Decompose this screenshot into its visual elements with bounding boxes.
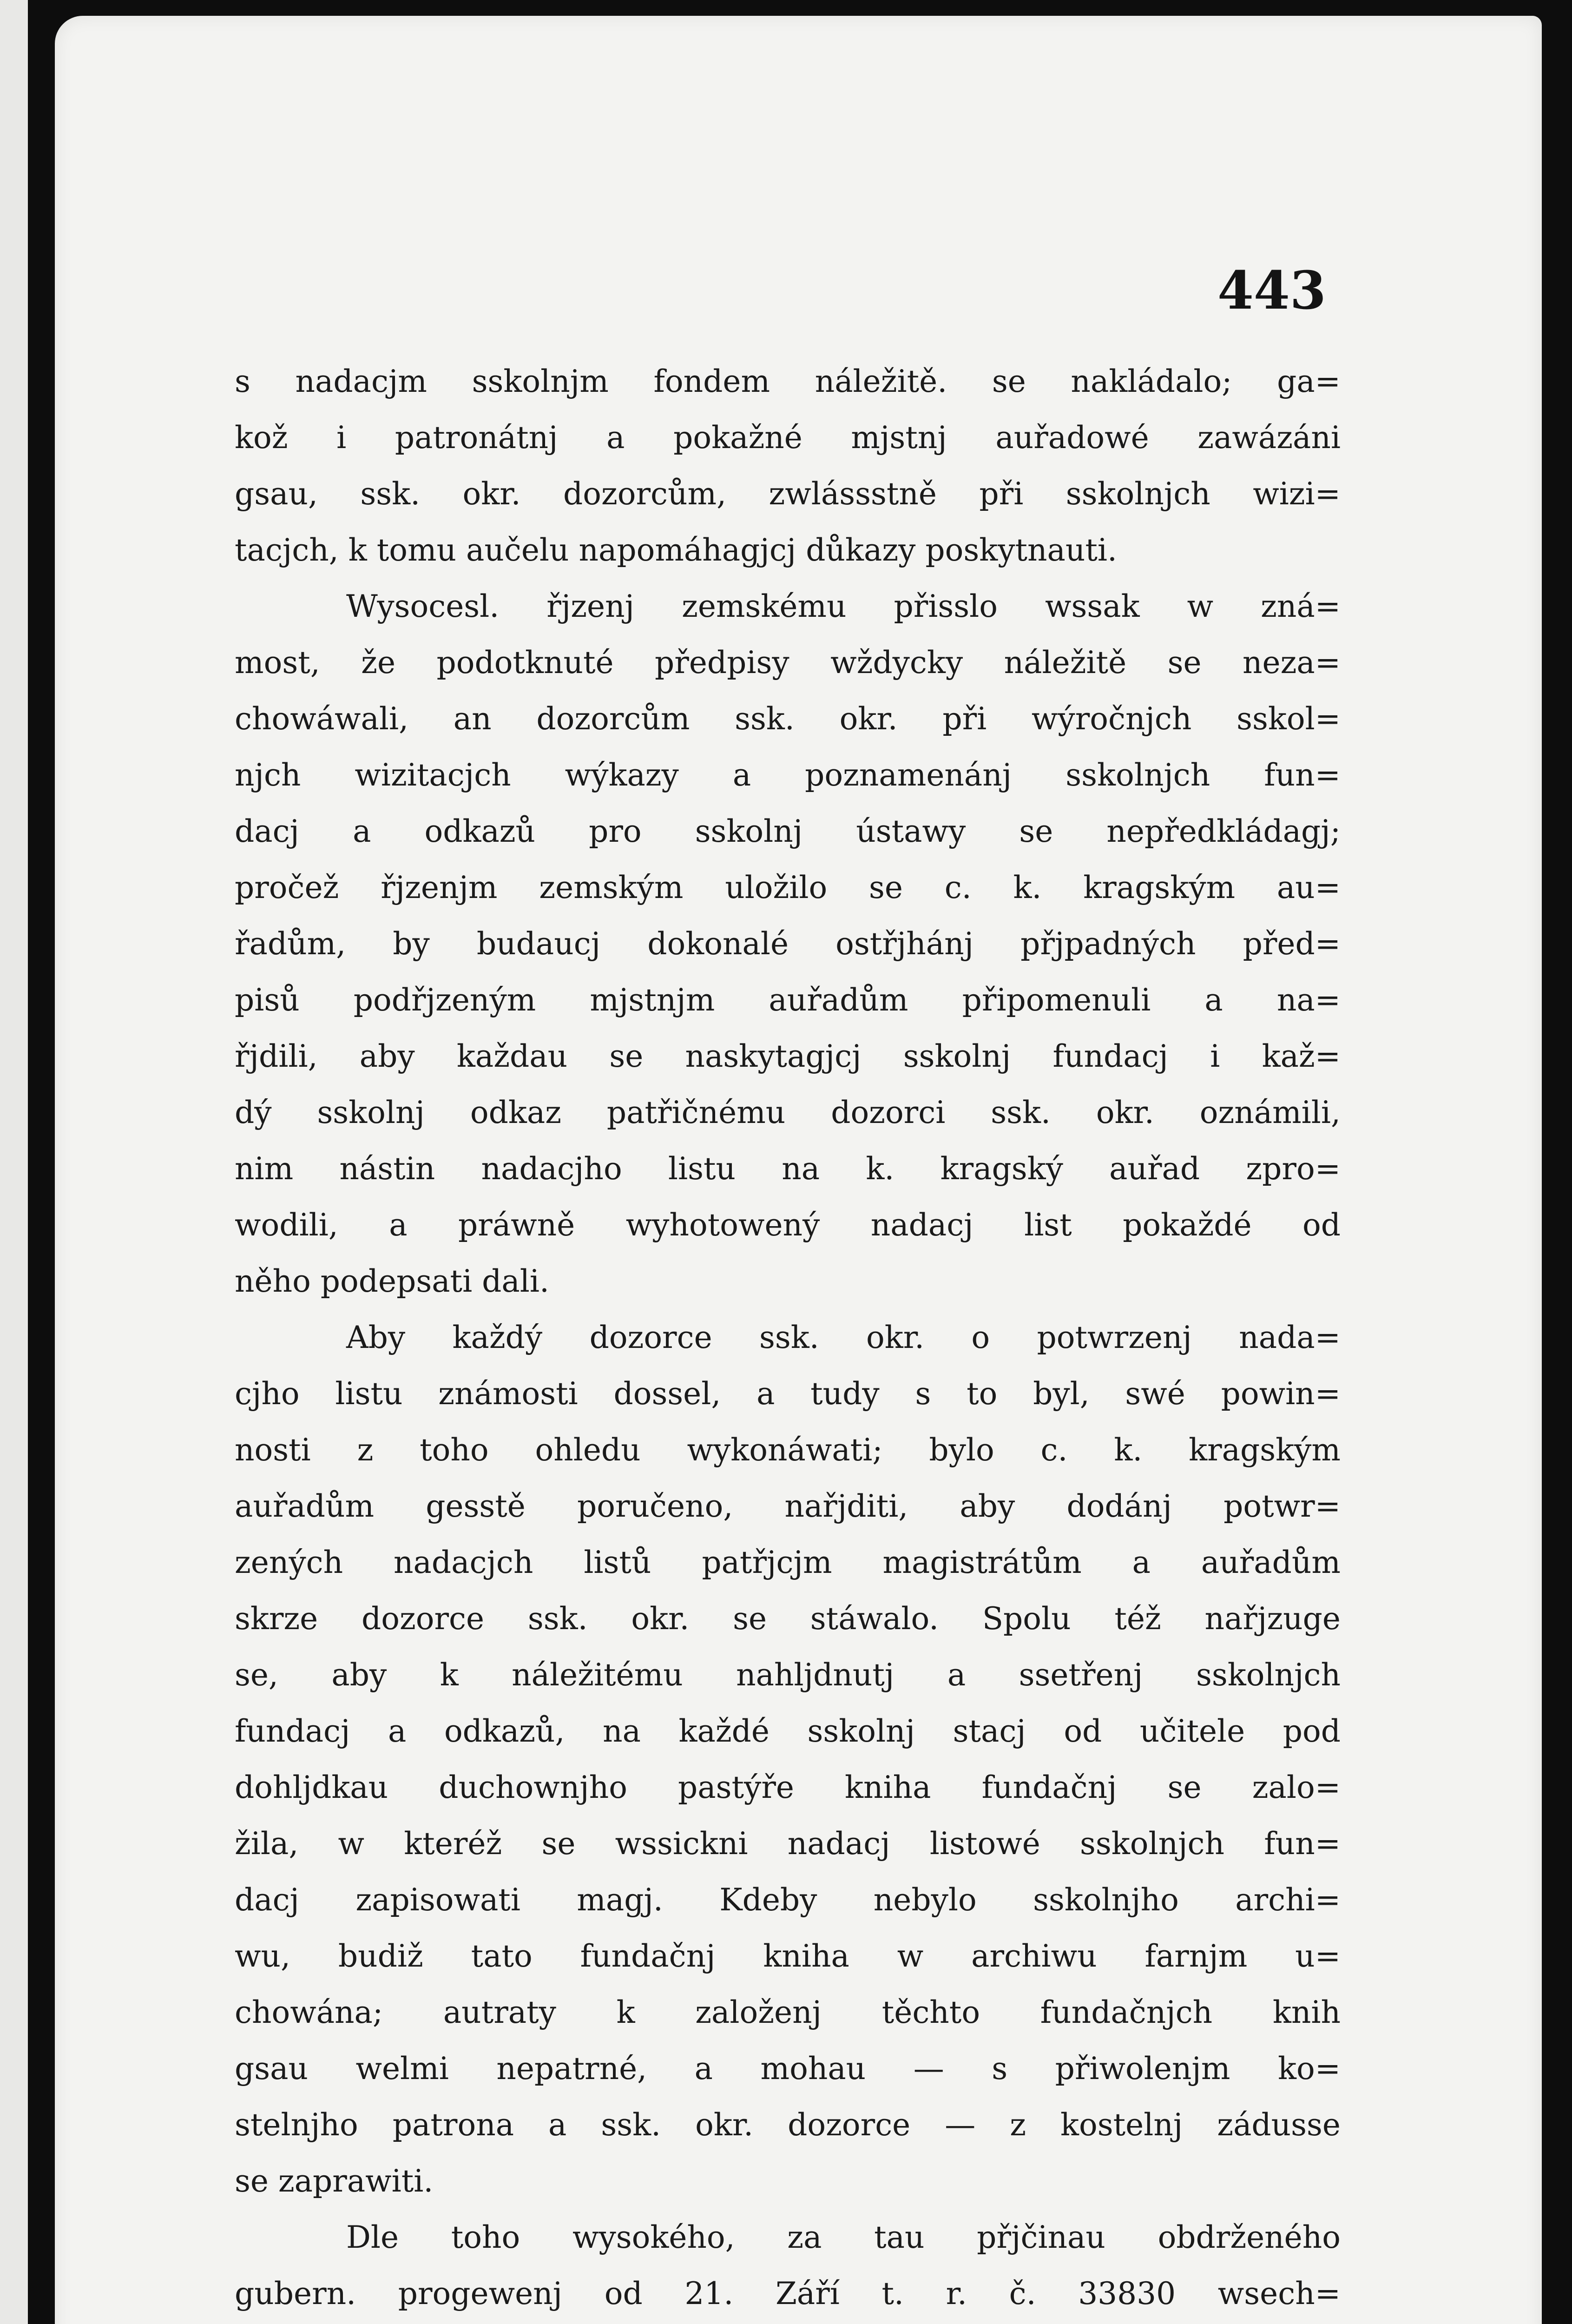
text-line: Dle toho wysokého, za tau přjčinau obdrženého [346, 2219, 1341, 2255]
text-line: auřadům gesstě poručeno, nařjditi, aby dodánj potwr= [235, 1488, 1341, 1524]
text-line: fundacj a odkazů, na každé sskolnj stacj od učitele pod [235, 1713, 1341, 1749]
text-line: pročež řjzenjm zemským uložilo se c. k. kragským au= [235, 870, 1341, 905]
text-line: řadům, by budaucj dokonalé ostřjhánj přjpadných před= [235, 926, 1341, 962]
text-line: gsau welmi nepatrné, a mohau — s přiwolenjm ko= [235, 2051, 1341, 2086]
text-line: Aby každý dozorce ssk. okr. o potwrzenj nada= [346, 1320, 1341, 1355]
text-line: chowána; autraty k založenj těchto fundačnjch knih [235, 1994, 1341, 2030]
page-number: 443 [1217, 260, 1326, 321]
text-line: wodili, a práwně wyhotowený nadacj list pokaždé od [235, 1207, 1341, 1243]
text-line: zených nadacjch listů patřjcjm magistrátům a auřadům [235, 1545, 1341, 1580]
text-line: dý sskolnj odkaz patřičnému dozorci ssk. okr. oznámili, [235, 1095, 1341, 1130]
text-line: wu, budiž tato fundačnj kniha w archiwu farnjm u= [235, 1938, 1341, 1974]
text-line: Wysocesl. řjzenj zemskému přisslo wssak w zná= [346, 588, 1341, 624]
body-text [235, 353, 1341, 2322]
text-line: něho podepsati dali. [235, 1263, 549, 1299]
text-line: nim nástin nadacjho listu na k. kragský auřad zpro= [235, 1151, 1341, 1187]
text-line: skrze dozorce ssk. okr. se stáwalo. Spolu též nařjzuge [235, 1601, 1341, 1637]
text-line: dacj a odkazů pro sskolnj ústawy se nepředkládagj; [235, 813, 1341, 849]
text-line: se, aby k náležitému nahljdnutj a ssetřenj sskolnjch [235, 1657, 1341, 1693]
text-line: s nadacjm sskolnjm fondem náležitě. se nakládalo; ga= [235, 363, 1341, 399]
text-line: žila, w kteréž se wssickni nadacj listowé sskolnjch fun= [235, 1826, 1341, 1862]
text-line: chowáwali, an dozorcům ssk. okr. při wýročnjch sskol= [235, 701, 1341, 737]
text-line: gubern. progewenj od 21. Září t. r. č. 33830 wsech= [235, 2276, 1341, 2311]
text-line: se zaprawiti. [235, 2163, 434, 2199]
text-line: pisů podřjzeným mjstnjm auřadům připomenuli a na= [235, 982, 1341, 1018]
text-line: dohljdkau duchownjho pastýře kniha fundačnj se zalo= [235, 1769, 1341, 1805]
text-line: nosti z toho ohledu wykonáwati; bylo c. k. kragským [235, 1432, 1341, 1468]
text-line: kož i patronátnj a pokažné mjstnj auřadowé zawázáni [235, 420, 1341, 456]
text-line: dacj zapisowati magj. Kdeby nebylo sskolnjho archi= [235, 1882, 1341, 1918]
text-line: stelnjho patrona a ssk. okr. dozorce — z kostelnj zádusse [235, 2107, 1341, 2143]
text-line: gsau, ssk. okr. dozorcům, zwlássstně při sskolnjch wizi= [235, 476, 1341, 512]
adjacent-page-edge [0, 0, 28, 2324]
text-line: cjho listu známosti dossel, a tudy s to byl, swé powin= [235, 1376, 1341, 1412]
text-line: njch wizitacjch wýkazy a poznamenánj sskolnjch fun= [235, 757, 1341, 793]
text-line: most, že podotknuté předpisy wždycky náležitě se neza= [235, 645, 1341, 680]
text-line: řjdili, aby každau se naskytagjcj sskolnj fundacj i kaž= [235, 1038, 1341, 1074]
text-line: tacjch, k tomu aučelu napomáhagjcj důkazy poskytnauti. [235, 532, 1118, 568]
